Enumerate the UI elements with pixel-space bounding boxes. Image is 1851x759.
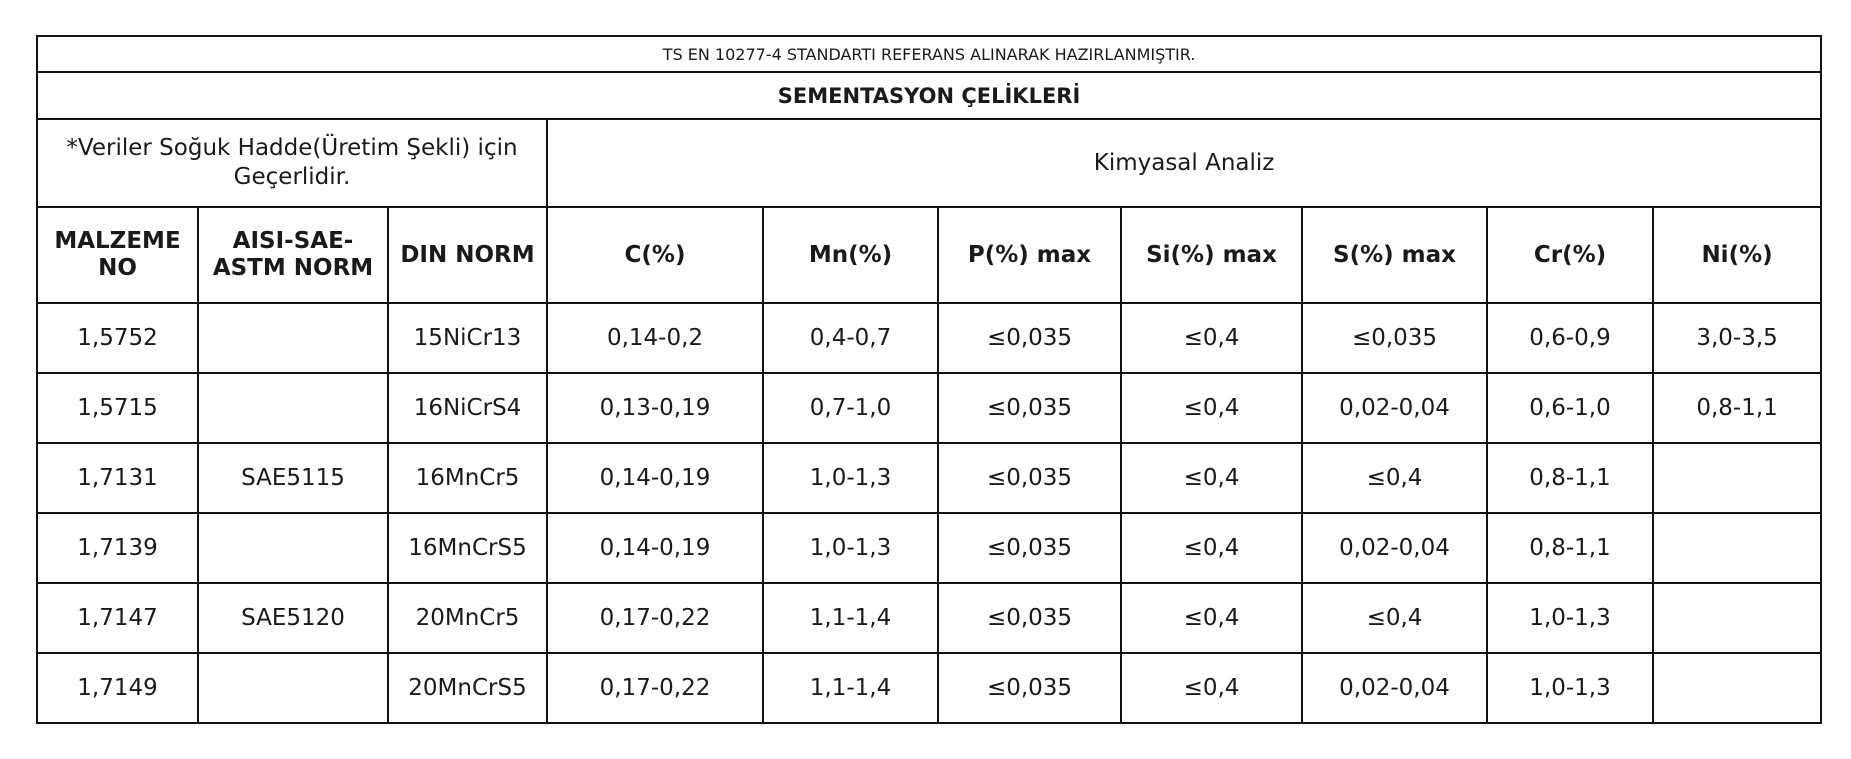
reference-note: TS EN 10277-4 STANDARTI REFERANS ALINARAK HAZIRLANMIŞTIR. bbox=[37, 36, 1821, 72]
cell-c: 0,14-0,2 bbox=[547, 303, 763, 373]
col-header-aisi-sae-astm: AISI-SAE-ASTM NORM bbox=[198, 207, 388, 303]
cell-mn: 1,0-1,3 bbox=[763, 513, 938, 583]
cell-malzeme-no: 1,5752 bbox=[37, 303, 198, 373]
cell-cr: 0,6-1,0 bbox=[1487, 373, 1653, 443]
validity-note: *Veriler Soğuk Hadde(Üretim Şekli) için Geçerlidir. bbox=[37, 119, 547, 207]
chemical-analysis-header: Kimyasal Analiz bbox=[547, 119, 1821, 207]
cell-malzeme-no: 1,7149 bbox=[37, 653, 198, 723]
cell-s-max: 0,02-0,04 bbox=[1302, 653, 1487, 723]
col-header-cr: Cr(%) bbox=[1487, 207, 1653, 303]
table-title: SEMENTASYON ÇELİKLERİ bbox=[37, 72, 1821, 119]
cell-si-max: ≤0,4 bbox=[1121, 653, 1302, 723]
cell-p-max: ≤0,035 bbox=[938, 443, 1121, 513]
cell-si-max: ≤0,4 bbox=[1121, 513, 1302, 583]
cell-malzeme-no: 1,7131 bbox=[37, 443, 198, 513]
cell-p-max: ≤0,035 bbox=[938, 373, 1121, 443]
cell-mn: 1,1-1,4 bbox=[763, 583, 938, 653]
cell-ni bbox=[1653, 583, 1821, 653]
table-row bbox=[37, 373, 1821, 443]
cell-ni bbox=[1653, 443, 1821, 513]
cell-p-max: ≤0,035 bbox=[938, 303, 1121, 373]
cell-mn: 1,0-1,3 bbox=[763, 443, 938, 513]
cell-p-max: ≤0,035 bbox=[938, 513, 1121, 583]
table-row bbox=[37, 653, 1821, 723]
cell-din-norm: 20MnCr5 bbox=[388, 583, 547, 653]
col-header-p-max: P(%) max bbox=[938, 207, 1121, 303]
cell-mn: 0,4-0,7 bbox=[763, 303, 938, 373]
cell-din-norm: 16MnCrS5 bbox=[388, 513, 547, 583]
cell-s-max: 0,02-0,04 bbox=[1302, 373, 1487, 443]
table-row bbox=[37, 513, 1821, 583]
cell-cr: 1,0-1,3 bbox=[1487, 583, 1653, 653]
cell-s-max: ≤0,4 bbox=[1302, 583, 1487, 653]
cell-aisi-sae-astm: SAE5120 bbox=[198, 583, 388, 653]
cell-din-norm: 16NiCrS4 bbox=[388, 373, 547, 443]
cell-s-max: 0,02-0,04 bbox=[1302, 513, 1487, 583]
col-header-mn: Mn(%) bbox=[763, 207, 938, 303]
cell-ni bbox=[1653, 513, 1821, 583]
cell-ni: 0,8-1,1 bbox=[1653, 373, 1821, 443]
col-header-ni: Ni(%) bbox=[1653, 207, 1821, 303]
col-header-si-max: Si(%) max bbox=[1121, 207, 1302, 303]
col-header-c: C(%) bbox=[547, 207, 763, 303]
cell-cr: 1,0-1,3 bbox=[1487, 653, 1653, 723]
cell-aisi-sae-astm: SAE5115 bbox=[198, 443, 388, 513]
cell-si-max: ≤0,4 bbox=[1121, 373, 1302, 443]
cell-s-max: ≤0,4 bbox=[1302, 443, 1487, 513]
col-header-s-max: S(%) max bbox=[1302, 207, 1487, 303]
cell-p-max: ≤0,035 bbox=[938, 583, 1121, 653]
cell-cr: 0,8-1,1 bbox=[1487, 513, 1653, 583]
cell-aisi-sae-astm bbox=[198, 303, 388, 373]
cell-din-norm: 15NiCr13 bbox=[388, 303, 547, 373]
col-header-din-norm: DIN NORM bbox=[388, 207, 547, 303]
cell-aisi-sae-astm bbox=[198, 513, 388, 583]
cell-aisi-sae-astm bbox=[198, 373, 388, 443]
cell-si-max: ≤0,4 bbox=[1121, 583, 1302, 653]
cell-ni bbox=[1653, 653, 1821, 723]
cell-c: 0,13-0,19 bbox=[547, 373, 763, 443]
cell-c: 0,17-0,22 bbox=[547, 653, 763, 723]
cell-c: 0,14-0,19 bbox=[547, 513, 763, 583]
cell-c: 0,14-0,19 bbox=[547, 443, 763, 513]
table-row bbox=[37, 303, 1821, 373]
cell-ni: 3,0-3,5 bbox=[1653, 303, 1821, 373]
cell-aisi-sae-astm bbox=[198, 653, 388, 723]
cell-s-max: ≤0,035 bbox=[1302, 303, 1487, 373]
cell-malzeme-no: 1,5715 bbox=[37, 373, 198, 443]
cell-p-max: ≤0,035 bbox=[938, 653, 1121, 723]
cell-cr: 0,6-0,9 bbox=[1487, 303, 1653, 373]
table-row bbox=[37, 443, 1821, 513]
cell-cr: 0,8-1,1 bbox=[1487, 443, 1653, 513]
table-row bbox=[37, 583, 1821, 653]
cell-si-max: ≤0,4 bbox=[1121, 303, 1302, 373]
steel-spec-table bbox=[36, 35, 1822, 724]
column-header-row bbox=[37, 207, 1821, 303]
cell-c: 0,17-0,22 bbox=[547, 583, 763, 653]
cell-malzeme-no: 1,7139 bbox=[37, 513, 198, 583]
cell-mn: 0,7-1,0 bbox=[763, 373, 938, 443]
cell-malzeme-no: 1,7147 bbox=[37, 583, 198, 653]
col-header-malzeme-no: MALZEME NO bbox=[37, 207, 198, 303]
cell-mn: 1,1-1,4 bbox=[763, 653, 938, 723]
cell-din-norm: 20MnCrS5 bbox=[388, 653, 547, 723]
cell-si-max: ≤0,4 bbox=[1121, 443, 1302, 513]
cell-din-norm: 16MnCr5 bbox=[388, 443, 547, 513]
